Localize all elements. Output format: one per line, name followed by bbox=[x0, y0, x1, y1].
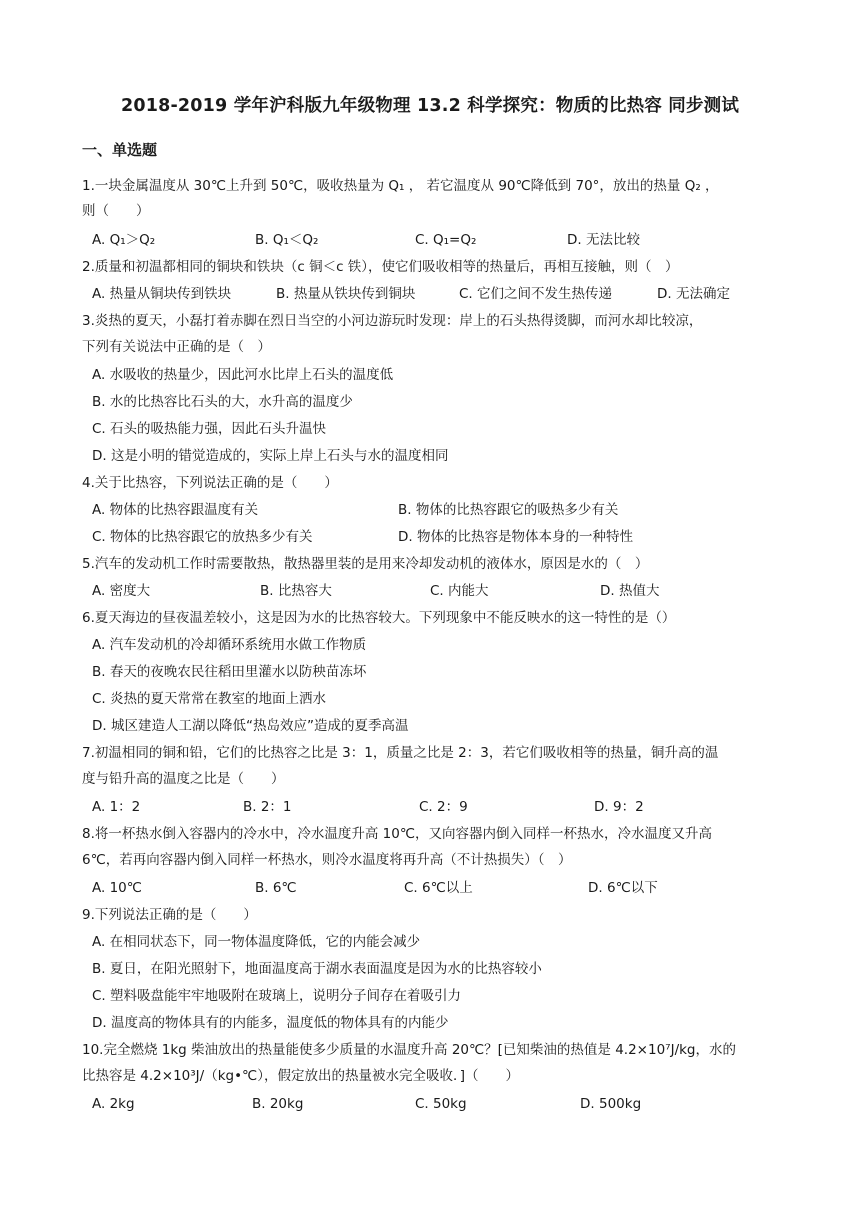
question-8-option-d: D. 6℃以下 bbox=[588, 880, 658, 896]
question-4-option-a: A. 物体的比热容跟温度有关 bbox=[92, 502, 259, 518]
question-3-option-d: D. 这是小明的错觉造成的，实际上岸上石头与水的温度相同 bbox=[92, 448, 449, 464]
question-1-line-2: 则（ ） bbox=[82, 203, 150, 219]
page-title: 2018-2019 学年沪科版九年级物理 13.2 科学探究：物质的比热容 同步测试 bbox=[120, 96, 740, 116]
question-2-option-c: C. 它们之间不发生热传递 bbox=[459, 286, 613, 302]
question-4-option-b: B. 物体的比热容跟它的吸热多少有关 bbox=[398, 502, 619, 518]
question-4-option-c: C. 物体的比热容跟它的放热多少有关 bbox=[92, 529, 313, 545]
question-7-line-1: 7.初温相同的铜和铅，它们的比热容之比是 3：1，质量之比是 2：3，若它们吸收相等的热量，铜升高的温 bbox=[82, 745, 719, 761]
question-2-option-a: A. 热量从铜块传到铁块 bbox=[92, 286, 232, 302]
question-10-line-2: 比热容是 4.2×10³J/（kg•℃），假定放出的热量被水完全吸收．]（ ） bbox=[82, 1068, 519, 1084]
question-7-option-d: D. 9：2 bbox=[594, 799, 644, 815]
question-2-line-1: 2.质量和初温都相同的铜块和铁块（c 铜＜c 铁），使它们吸收相等的热量后，再相互接触，则（ ） bbox=[82, 259, 679, 275]
question-6-option-d: D. 城区建造人工湖以降低“热岛效应”造成的夏季高温 bbox=[92, 718, 409, 734]
question-6-option-a: A. 汽车发动机的冷却循环系统用水做工作物质 bbox=[92, 637, 367, 653]
question-8-option-a: A. 10℃ bbox=[92, 880, 142, 896]
question-3-option-a: A. 水吸收的热量少，因此河水比岸上石头的温度低 bbox=[92, 367, 394, 383]
question-9-line-1: 9.下列说法正确的是（ ） bbox=[82, 907, 257, 923]
question-10-option-b: B. 20kg bbox=[252, 1096, 304, 1112]
question-6-option-c: C. 炎热的夏天常常在教室的地面上洒水 bbox=[92, 691, 327, 707]
question-3-option-c: C. 石头的吸热能力强，因此石头升温快 bbox=[92, 421, 327, 437]
question-2-option-b: B. 热量从铁块传到铜块 bbox=[276, 286, 416, 302]
question-5-line-1: 5.汽车的发动机工作时需要散热，散热器里装的是用来冷却发动机的液体水，原因是水的（ ） bbox=[82, 556, 649, 572]
question-8-option-c: C. 6℃以上 bbox=[404, 880, 473, 896]
question-7-option-a: A. 1：2 bbox=[92, 799, 141, 815]
question-3-option-b: B. 水的比热容比石头的大，水升高的温度少 bbox=[92, 394, 353, 410]
section-heading: 一、单选题 bbox=[82, 141, 158, 159]
question-2-option-d: D. 无法确定 bbox=[657, 286, 730, 302]
question-1-option-d: D. 无法比较 bbox=[567, 232, 640, 248]
question-1-option-c: C. Q₁=Q₂ bbox=[415, 232, 477, 248]
question-10-line-1: 10.完全燃烧 1kg 柴油放出的热量能使多少质量的水温度升高 20℃？[已知柴油的热值是 4.2×10⁷J/kg，水的 bbox=[82, 1042, 737, 1058]
question-10-option-c: C. 50kg bbox=[415, 1096, 467, 1112]
question-4-option-d: D. 物体的比热容是物体本身的一种特性 bbox=[398, 529, 633, 545]
question-9-option-b: B. 夏日，在阳光照射下，地面温度高于湖水表面温度是因为水的比热容较小 bbox=[92, 961, 542, 977]
question-7-line-2: 度与铅升高的温度之比是（ ） bbox=[82, 771, 285, 787]
question-5-option-a: A. 密度大 bbox=[92, 583, 151, 599]
question-8-line-1: 8.将一杯热水倒入容器内的冷水中，冷水温度升高 10℃，又向容器内倒入同样一杯热水，冷水温度又升高 bbox=[82, 826, 713, 842]
question-9-option-c: C. 塑料吸盘能牢牢地吸附在玻璃上，说明分子间存在着吸引力 bbox=[92, 988, 462, 1004]
question-5-option-d: D. 热值大 bbox=[600, 583, 660, 599]
question-3-line-2: 下列有关说法中正确的是（ ） bbox=[82, 339, 271, 355]
question-5-option-c: C. 内能大 bbox=[430, 583, 489, 599]
question-1-option-b: B. Q₁＜Q₂ bbox=[255, 232, 319, 248]
question-10-option-a: A. 2kg bbox=[92, 1096, 135, 1112]
question-9-option-a: A. 在相同状态下，同一物体温度降低，它的内能会减少 bbox=[92, 934, 421, 950]
question-7-option-c: C. 2：9 bbox=[419, 799, 468, 815]
question-7-option-b: B. 2：1 bbox=[243, 799, 292, 815]
question-10-option-d: D. 500kg bbox=[580, 1096, 642, 1112]
question-1-line-1: 1.一块金属温度从 30℃上升到 50℃，吸收热量为 Q₁ ， 若它温度从 90℃降低到 70°，放出的热量 Q₂ ， bbox=[82, 178, 719, 194]
question-9-option-d: D. 温度高的物体具有的内能多，温度低的物体具有的内能少 bbox=[92, 1015, 449, 1031]
question-1-option-a: A. Q₁＞Q₂ bbox=[92, 232, 156, 248]
question-4-line-1: 4.关于比热容，下列说法正确的是（ ） bbox=[82, 475, 338, 491]
question-8-option-b: B. 6℃ bbox=[255, 880, 297, 896]
question-6-line-1: 6.夏天海边的昼夜温差较小，这是因为水的比热容较大。下列现象中不能反映水的这一特性的是（） bbox=[82, 610, 676, 626]
question-3-line-1: 3.炎热的夏天，小磊打着赤脚在烈日当空的小河边游玩时发现：岸上的石头热得烫脚，而河水却比较凉， bbox=[82, 313, 703, 329]
question-5-option-b: B. 比热容大 bbox=[260, 583, 332, 599]
question-8-line-2: 6℃，若再向容器内倒入同样一杯热水，则冷水温度将再升高（不计热损失）（ ） bbox=[82, 852, 572, 868]
question-6-option-b: B. 春天的夜晚农民往稻田里灌水以防秧苗冻坏 bbox=[92, 664, 367, 680]
